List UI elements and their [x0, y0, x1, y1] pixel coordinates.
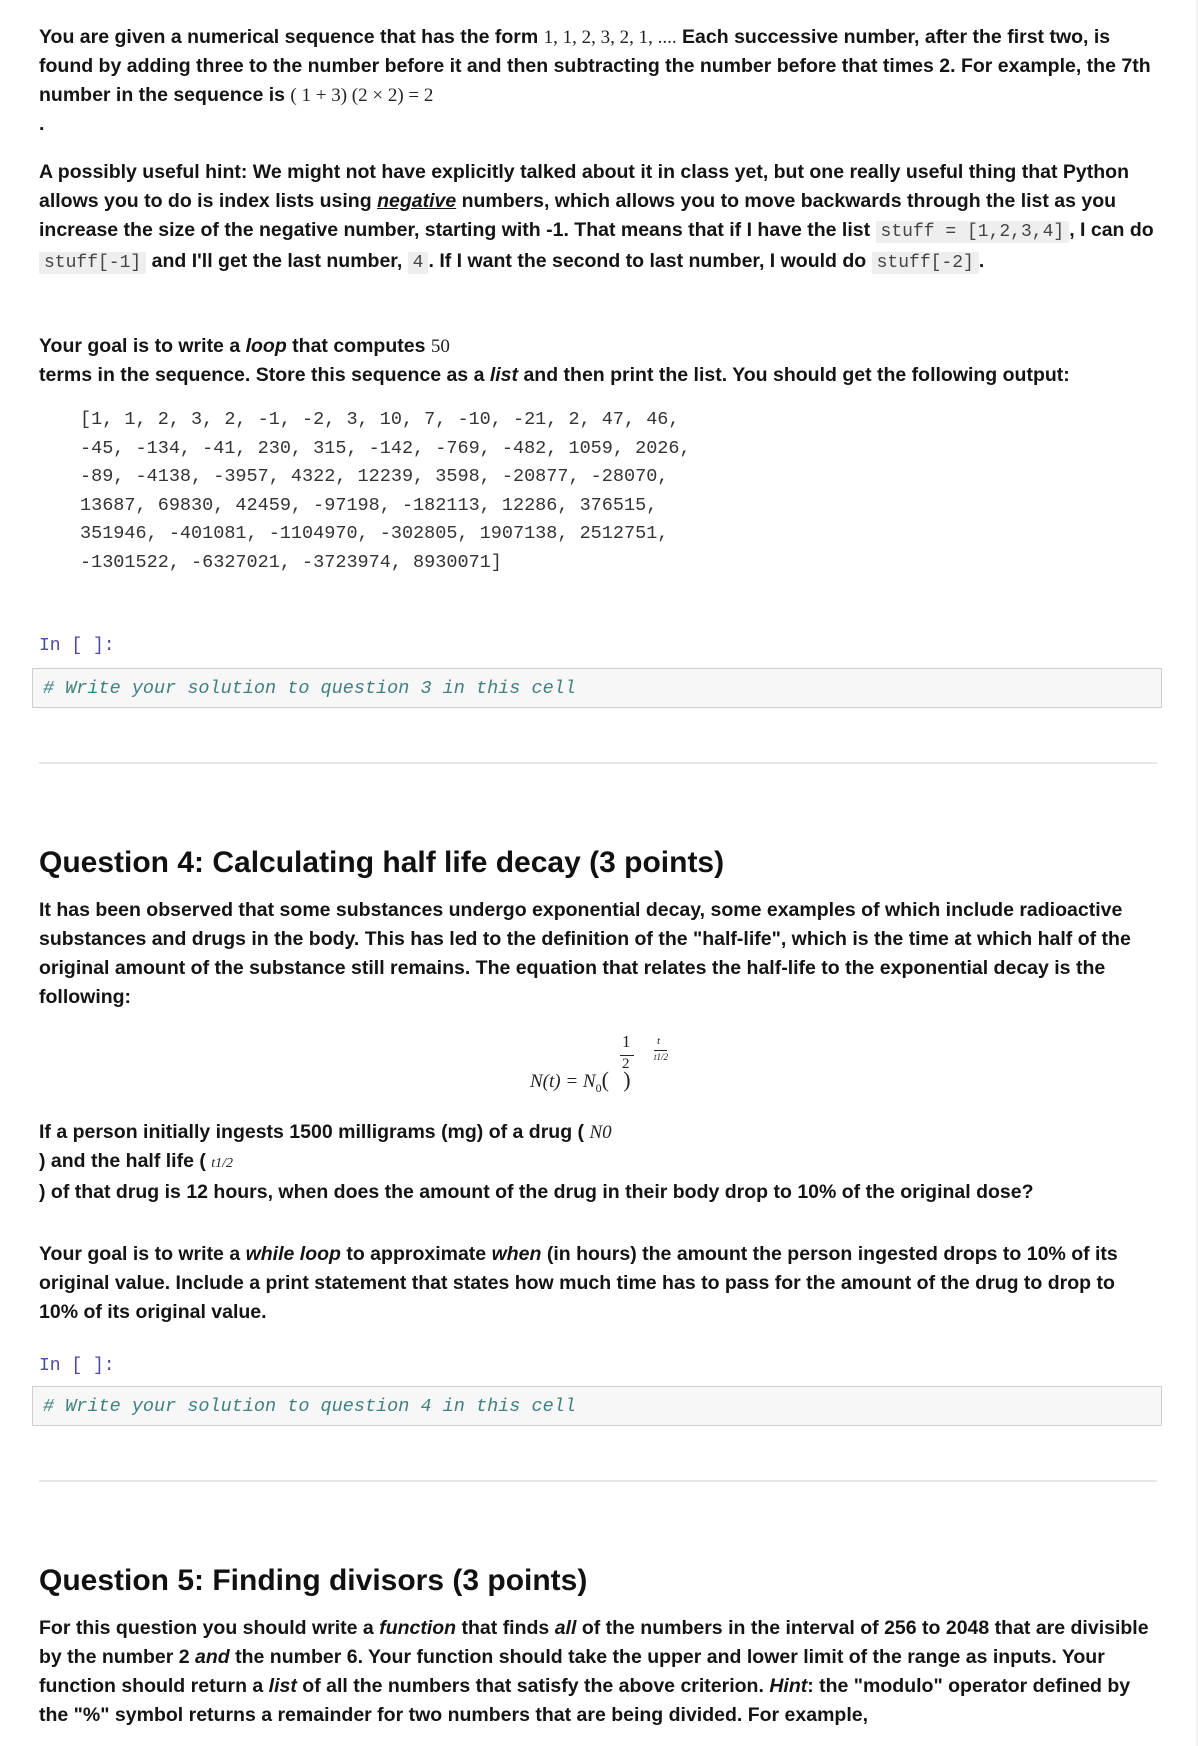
code-cell-q4[interactable] [32, 1386, 1162, 1426]
q5-function-emphasis: function [379, 1617, 457, 1639]
code-cell-q4-comment: # Write your solution to question 4 in this cell [43, 1396, 576, 1417]
q3-intro-text: You are given a numerical sequence that has the form [39, 26, 539, 48]
goal-text-2: that computes [292, 335, 426, 357]
hint-text-2: numbers, which allows you to move backwards through the list as you increase the size of the negative number, starting with -1. That means that if I have the list [39, 190, 1117, 241]
cut-off-heading [39, 0, 1159, 4]
q4-goal-text-3: (in hours) the amount the person ingested drops to 10% of its original value. Include a [39, 1243, 1118, 1294]
q4-heading: Question 4: Calculating half life decay (3 points) [39, 846, 725, 879]
goal-text-4: and then [523, 364, 605, 386]
section-divider-2 [39, 1480, 1157, 1482]
hint-text-6: . [978, 250, 985, 272]
q4-goal-text-2: to approximate [346, 1243, 487, 1265]
half-life-equation [530, 1030, 690, 1095]
equation-lhs: $N(t) = N_0$( ) [530, 1067, 631, 1095]
hint-label: A possibly useful hint: [39, 161, 248, 183]
q3-intro-text-2: Each successive number, after the first two, is found by adding three to the number before it and then subtracting the number before that times 2. For example, the 7th number in the sequence is [39, 26, 1151, 106]
q3-hint-paragraph [39, 158, 1159, 278]
q5-text-6: : the "modulo" operator defined by the "%" symbol returns a remainder for two numbers that are being divided. For example, [39, 1675, 1131, 1726]
goal-number: 50 [430, 336, 450, 357]
cell-prompt-q3: In [ ]: [39, 636, 115, 656]
goal-print-emphasis: print the list [610, 364, 722, 386]
q4-goal-paragraph [39, 1240, 1159, 1327]
q3-goal-paragraph [39, 332, 1159, 390]
q5-heading: Question 5: Finding divisors (3 points) [39, 1564, 588, 1597]
q3-example-math: ( 1 + 3) (2 × 2) = 2 [290, 85, 434, 106]
q5-list-emphasis: list [268, 1675, 297, 1697]
hint-text: We might not have explicitly talked about it in class yet, but one really useful thing that Python allows you to do is index lists using [39, 161, 1129, 212]
q4-print-emphasis: print statement [265, 1272, 407, 1294]
code-stuff-list: stuff = [1,2,3,4] [876, 221, 1070, 243]
q4-while-emphasis: while loop [245, 1243, 341, 1265]
q4-problem-text-2: ) and the half life ( [39, 1150, 206, 1172]
equation-exponent-thalf: t1/2 [654, 1052, 669, 1062]
q3-sequence-math: 1, 1, 2, 3, 2, 1, .... [543, 27, 677, 48]
q5-all-emphasis: all [554, 1617, 577, 1639]
q4-problem-text-3: ) of that drug is 12 hours, when does the amount of the drug in their body drop to 10% of the original dose? [39, 1181, 1034, 1203]
q4-thalf-math: t1/2 [211, 1156, 234, 1171]
equation-exponent-bar [654, 1050, 667, 1051]
q5-text-4: the number 6. Your function should take the upper and lower limit of the range as inputs. Your function should return a [39, 1646, 1105, 1697]
q3-intro-dot: . [39, 113, 45, 135]
q4-goal-text: Your goal is to write a [39, 1243, 241, 1265]
q5-paragraph [39, 1614, 1159, 1730]
q4-problem-text: If a person initially ingests 1500 milligrams (mg) of a drug ( [39, 1121, 585, 1143]
q5-text-2: that finds [461, 1617, 550, 1639]
hint-text-4: and I'll get the last number, [151, 250, 403, 272]
q3-intro-paragraph [39, 23, 1159, 139]
q5-text-3: of the numbers in the interval of 256 to 2048 that are divisible by the number 2 [39, 1617, 1149, 1668]
code-stuff-second: stuff[-2] [872, 252, 979, 274]
goal-text-3: terms in the sequence. Store this sequence as a [39, 364, 485, 386]
q5-and-emphasis: and [195, 1646, 230, 1668]
code-cell-q3[interactable] [32, 668, 1162, 708]
q5-hint-emphasis: Hint [769, 1675, 808, 1697]
q4-n0-math: N0 [589, 1122, 612, 1143]
q4-goal-text-4: that states how much time has to pass for the amount of the drug to drop to 10% of its original value. [39, 1272, 1115, 1323]
equation-denominator: 2 [622, 1056, 630, 1072]
code-cell-q3-comment: # Write your solution to question 3 in this cell [43, 678, 576, 699]
goal-list-emphasis: list [489, 364, 519, 386]
q4-problem-paragraph [39, 1118, 1159, 1207]
goal-loop-emphasis: loop [245, 335, 287, 357]
equation-exponent-t: t [657, 1035, 661, 1047]
code-four: 4 [408, 252, 429, 274]
section-divider [39, 762, 1157, 764]
hint-text-3: , I can do [1069, 219, 1154, 241]
hint-text-5: . If I want the second to last number, I would do [428, 250, 867, 272]
q4-when-emphasis: when [491, 1243, 542, 1265]
expected-output-block: [1, 1, 2, 3, 2, -1, -2, 3, 10, 7, -10, -21, 2, 47, 46, -45, -134, -41, 230, 315, -142, -769, -482, 1059, 2026, -89, -4138, -3957, 4322, 12239, 3598, -20877, -28070, 13687, 69830, 42459, -97198, -182113, 12286, 376515, 351946, -401081, -1104970, -302805, 1907138, 2512751, -1301522, -6327021, -3723974, 8930071] [80, 409, 691, 573]
cell-prompt-q4: In [ ]: [39, 1356, 115, 1376]
q5-text: For this question you should write a [39, 1617, 374, 1639]
hint-negative-emphasis: negative [377, 190, 457, 212]
code-stuff-last: stuff[-1] [39, 252, 146, 274]
q5-text-5: of all the numbers that satisfy the above criterion. [302, 1675, 764, 1697]
goal-text-5: . You should get the following output: [721, 364, 1070, 386]
goal-text: Your goal is to write a [39, 335, 241, 357]
q4-description-paragraph: It has been observed that some substances undergo exponential decay, some examples of which include radioactive substances and drugs in the body. This has led to the definition of the "half-life", which is the time at which half of the original amount of the substance still remains. The equation that relates the half-life to the exponential decay is the following: [39, 899, 1131, 1008]
equation-numerator: 1 [622, 1032, 631, 1051]
